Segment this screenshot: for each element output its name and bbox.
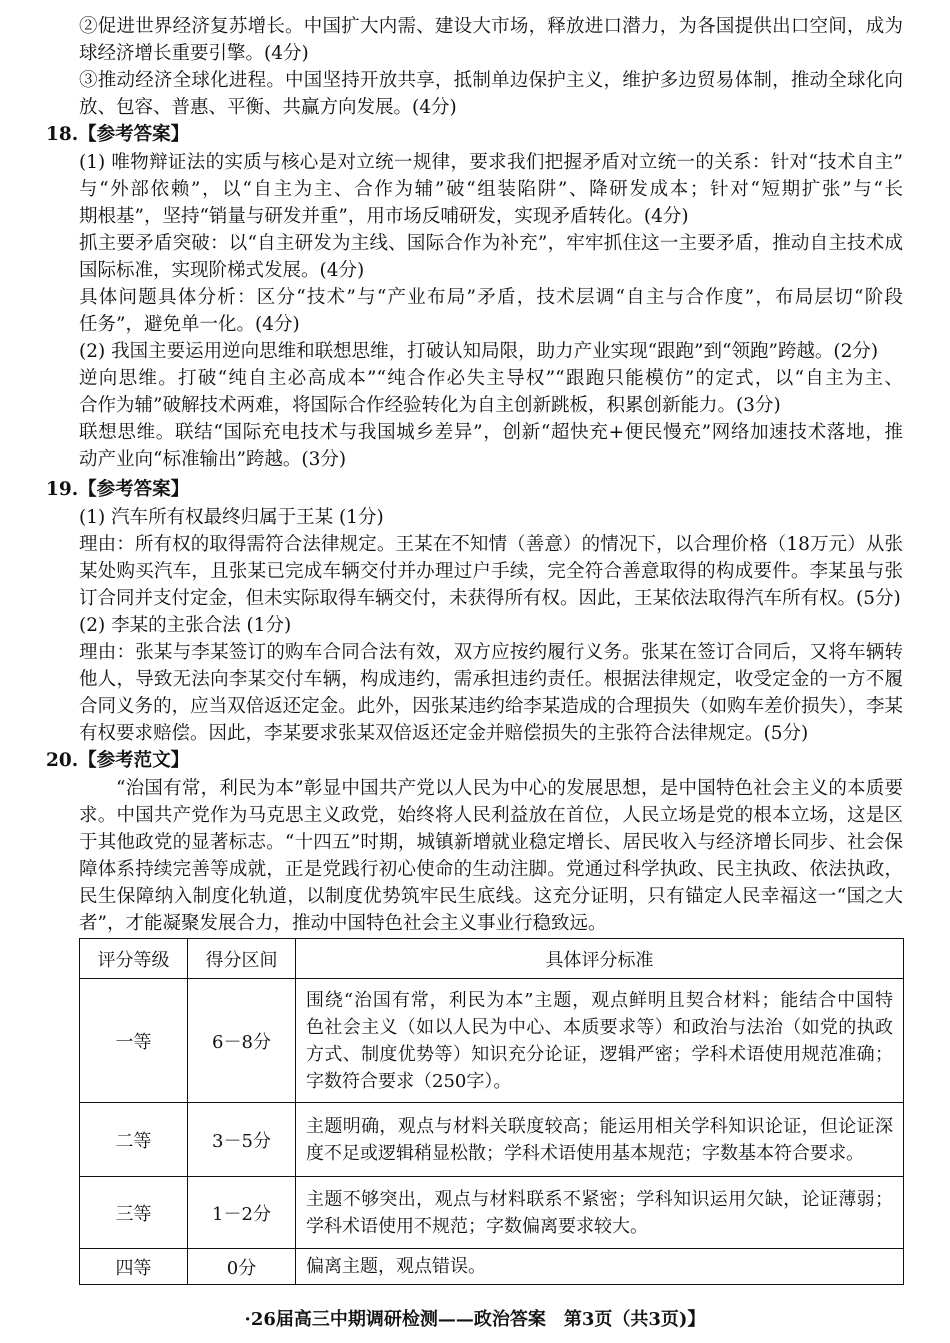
text-line: 国际标准，实现阶梯式发展。(4分) xyxy=(79,260,365,281)
grade-cell: 一等 xyxy=(80,979,188,1103)
essay-line: “治国有常，利民为本”彰显中国共产党以人民为中心的发展思想，是中国特色社会主义的本质要 xyxy=(116,778,903,799)
essay-line: 者”，才能凝聚发展合力，推动中国特色社会主义事业行稳致远。 xyxy=(79,913,607,934)
text-line: 放、包容、普惠、平衡、共赢方向发展。(4分) xyxy=(79,97,457,118)
text-line: (1) 唯物辩证法的实质与核心是对立统一规律，要求我们把握矛盾对立统一的关系：针对“技术自主” xyxy=(79,152,903,173)
text-line: 他人，导致无法向李某交付车辆，构成违约，需承担违约责任。根据法律规定，收受定金的一方不履 xyxy=(79,669,903,690)
q19-heading: 19.【参考答案】 xyxy=(46,479,190,500)
criteria-line: 度不足或逻辑稍显松散；学科术语使用基本规范；字数基本符合要求。 xyxy=(306,1142,864,1164)
rubric-row xyxy=(80,1249,904,1285)
header-range: 得分区间 xyxy=(188,939,296,979)
text-line: 与“外部依赖”，以“自主为主、合作为辅”破“组装陷阱”、降研发成本；针对“短期扩张”与“长 xyxy=(79,179,903,200)
text-line: (2) 李某的主张合法 (1分) xyxy=(79,615,292,636)
grade-cell: 三等 xyxy=(80,1177,188,1249)
criteria-line: 字数符合要求（250字）。 xyxy=(306,1070,512,1092)
text-line: 球经济增长重要引擎。(4分) xyxy=(79,43,309,64)
text-line: 合作为辅”破解技术两难，将国际合作经验转化为自主创新跳板，积累创新能力。(3分) xyxy=(79,395,781,416)
range-cell: 3－5分 xyxy=(188,1103,296,1177)
criteria-cell xyxy=(296,1103,904,1177)
text-line: (1) 汽车所有权最终归属于王某 (1分) xyxy=(79,507,384,528)
text-line: ②促进世界经济复苏增长。中国扩大内需、建设大市场，释放进口潜力，为各国提供出口空间，成为 xyxy=(79,16,903,37)
criteria-line: 方式、制度优势等）知识充分论证，逻辑严密；学科术语使用规范准确； xyxy=(306,1043,893,1065)
rubric-row xyxy=(80,1103,904,1177)
criteria-line: 学科术语使用不规范；字数偏离要求较大。 xyxy=(306,1215,648,1237)
criteria-cell xyxy=(296,1249,904,1285)
essay-line: 障体系持续完善等成就，正是党践行初心使命的生动注脚。党通过科学执政、民主执政、依法执政， xyxy=(79,859,903,880)
q18-heading: 18.【参考答案】 xyxy=(46,124,190,145)
text-line: 逆向思维。打破“纯自主必高成本”“纯合作必失主导权”“跟跑只能模仿”的定式，以“自主为主、 xyxy=(79,368,903,389)
essay-line: 民生保障纳入制度化轨道，以制度优势筑牢民生底线。这充分证明，只有锚定人民幸福这一“国之大 xyxy=(79,886,903,907)
header-criteria: 具体评分标准 xyxy=(296,939,904,979)
text-line: 合同义务的，应当双倍返还定金。此外，因张某违约给李某造成的合理损失（如购车差价损失），李某 xyxy=(79,696,903,717)
grade-cell: 四等 xyxy=(80,1249,188,1285)
document-page xyxy=(0,13,950,937)
q17-continuation xyxy=(0,13,950,121)
criteria-line: 围绕“治国有常，利民为本”主题，观点鲜明且契合材料；能结合中国特 xyxy=(306,989,893,1011)
page-footer: ·26届高三中期调研检测——政治答案 第3页（共3页)】 xyxy=(244,1309,706,1330)
range-cell: 1－2分 xyxy=(188,1177,296,1249)
criteria-cell xyxy=(296,1177,904,1249)
text-line: 订合同并支付定金，但未实际取得车辆交付，未获得所有权。因此，王某依法取得汽车所有权。(5分) xyxy=(79,588,901,609)
text-line: 理由：张某与李某签订的购车合同合法有效，双方应按约履行义务。张某在签订合同后，又将车辆转 xyxy=(79,642,903,663)
rubric-row xyxy=(80,1177,904,1249)
text-line: 动产业向“标准输出”跨越。(3分) xyxy=(79,449,347,470)
essay-line: 求。中国共产党作为马克思主义政党，始终将人民利益放在首位，人民立场是党的根本立场，这是区 xyxy=(79,805,903,826)
criteria-line: 偏离主题，观点错误。 xyxy=(306,1256,486,1277)
text-line: ③推动经济全球化进程。中国坚持开放共享，抵制单边保护主义，维护多边贸易体制，推动全球化向 xyxy=(79,70,903,91)
text-line: 具体问题具体分析：区分“技术”与“产业布局”矛盾，技术层调“自主与合作度”，布局层切“阶段 xyxy=(79,287,903,308)
range-cell: 0分 xyxy=(188,1249,296,1285)
range-cell: 6－8分 xyxy=(188,979,296,1103)
q19-answer xyxy=(0,504,950,747)
text-line: 有权要求赔偿。因此，李某要求张某双倍返还定金并赔偿损失的主张符合法律规定。(5分) xyxy=(79,723,809,744)
text-line: (2) 我国主要运用逆向思维和联想思维，打破认知局限，助力产业实现“跟跑”到“领跑”跨越。(2分) xyxy=(79,341,879,362)
text-line: 某处购买汽车，且张某已完成车辆交付并办理过户手续，完全符合善意取得的构成要件。李某虽与张 xyxy=(79,561,903,582)
text-line: 期根基”，坚持“销量与研发并重”，用市场反哺研发，实现矛盾转化。(4分) xyxy=(79,206,689,227)
header-grade: 评分等级 xyxy=(80,939,188,979)
q18-answer xyxy=(0,149,950,473)
q20-essay xyxy=(0,775,950,937)
text-line: 联想思维。联结“国际充电技术与我国城乡差异”，创新“超快充+便民慢充”网络加速技术落地，推 xyxy=(79,422,903,443)
essay-line: 于其他政党的显著标志。“十四五”时期，城镇新增就业稳定增长、居民收入与经济增长同步、社会保 xyxy=(79,832,903,853)
text-line: 抓主要矛盾突破：以“自主研发为主线、国际合作为补充”，牢牢抓住这一主要矛盾，推动自主技术成 xyxy=(79,233,903,254)
text-line: 理由：所有权的取得需符合法律规定。王某在不知情（善意）的情况下，以合理价格（18万元）从张 xyxy=(79,534,903,555)
grade-cell: 二等 xyxy=(80,1103,188,1177)
criteria-cell xyxy=(296,979,904,1103)
text-line: 任务”，避免单一化。(4分) xyxy=(79,314,300,335)
rubric-row xyxy=(80,979,904,1103)
criteria-line: 主题不够突出，观点与材料联系不紧密；学科知识运用欠缺，论证薄弱； xyxy=(306,1188,893,1210)
criteria-line: 主题明确，观点与材料关联度较高；能运用相关学科知识论证，但论证深 xyxy=(306,1115,893,1137)
rubric-table xyxy=(79,938,904,1285)
q20-heading: 20.【参考范文】 xyxy=(46,750,190,771)
criteria-line: 色社会主义（如以人民为中心、本质要求等）和政治与法治（如党的执政 xyxy=(306,1016,893,1038)
rubric-header-row xyxy=(80,939,904,979)
